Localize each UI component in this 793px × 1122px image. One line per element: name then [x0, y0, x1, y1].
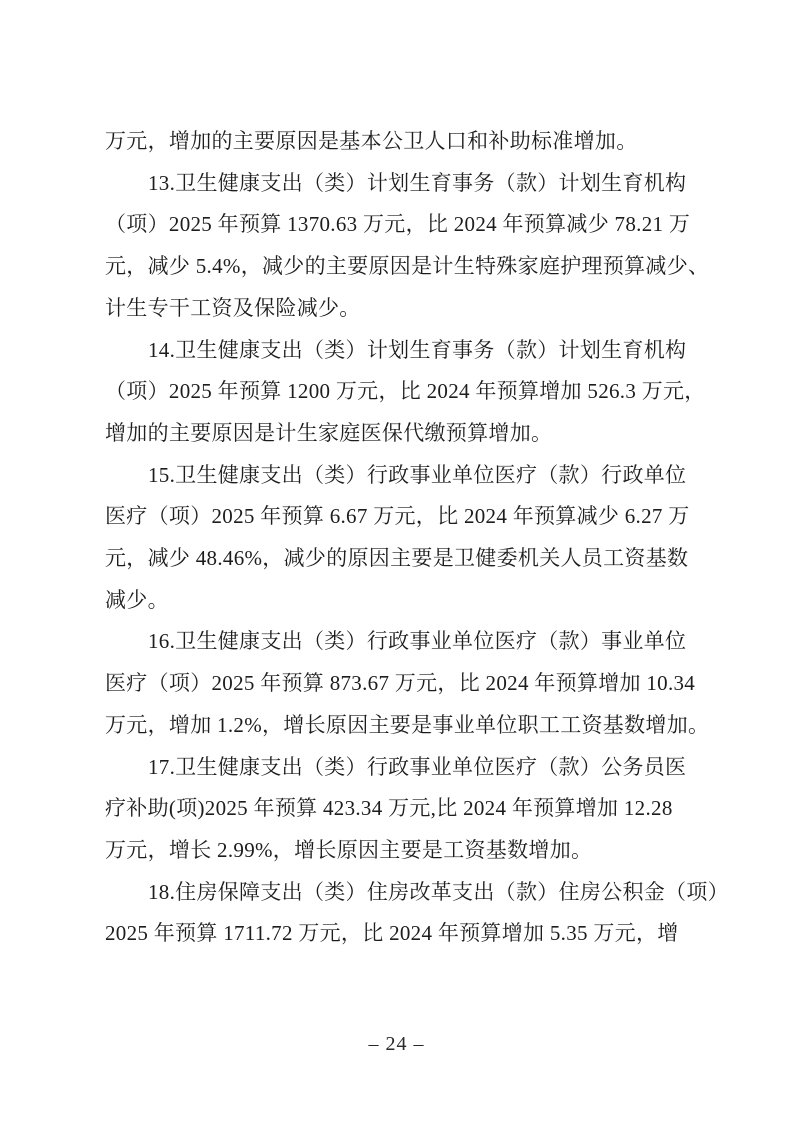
- text-line: 元，减少 48.46%，减少的原因主要是卫健委机关人员工资基数: [105, 546, 689, 571]
- paragraph-item-14: [105, 330, 707, 455]
- text-line: 万元，增长 2.99%，增长原因主要是工资基数增加。: [105, 837, 593, 862]
- paragraph-item-17: [105, 747, 707, 872]
- text-line: 18.住房保障支出（类）住房改革支出（款）住房公积金（项）: [148, 879, 729, 904]
- text-line: 增加的主要原因是计生家庭医保代缴预算增加。: [105, 420, 553, 445]
- text-line: 17.卫生健康支出（类）行政事业单位医疗（款）公务员医: [148, 754, 687, 779]
- text-line: 减少。: [105, 587, 169, 612]
- paragraph-item-18: [105, 872, 729, 955]
- text-line: 万元，增加 1.2%，增长原因主要是事业单位职工工资基数增加。: [105, 712, 710, 737]
- text-line: 医疗（项）2025 年预算 873.67 万元，比 2024 年预算增加 10.34: [105, 671, 696, 696]
- paragraph-continuation: [105, 121, 707, 163]
- text-line: 13.卫生健康支出（类）计划生育事务（款）计划生育机构: [148, 170, 687, 195]
- text-line: 14.卫生健康支出（类）计划生育事务（款）计划生育机构: [148, 337, 687, 362]
- text-line: （项）2025 年预算 1370.63 万元，比 2024 年预算减少 78.21 万: [105, 212, 691, 237]
- text-line: （项）2025 年预算 1200 万元，比 2024 年预算增加 526.3 万元，: [105, 379, 706, 404]
- document-body-text: [105, 121, 729, 955]
- paragraph-item-15: [105, 455, 707, 622]
- text-line: 计生专干工资及保险减少。: [105, 295, 361, 320]
- text-line: 疗补助(项)2025 年预算 423.34 万元,比 2024 年预算增加 12.28: [105, 796, 673, 821]
- text-line: 医疗（项）2025 年预算 6.67 万元，比 2024 年预算减少 6.27 万: [105, 504, 690, 529]
- text-line: 万元，增加的主要原因是基本公卫人口和补助标准增加。: [105, 129, 638, 153]
- text-line: 元，减少 5.4%，减少的主要原因是计生特殊家庭护理预算减少、: [105, 254, 710, 279]
- paragraph-item-13: [105, 163, 710, 330]
- text-line: 15.卫生健康支出（类）行政事业单位医疗（款）行政单位: [148, 462, 687, 487]
- paragraph-item-16: [105, 621, 710, 746]
- text-line: 16.卫生健康支出（类）行政事业单位医疗（款）事业单位: [148, 629, 687, 654]
- text-line: 2025 年预算 1711.72 万元，比 2024 年预算增加 5.35 万元，增: [105, 921, 679, 946]
- page-number: – 24 –: [368, 1033, 425, 1055]
